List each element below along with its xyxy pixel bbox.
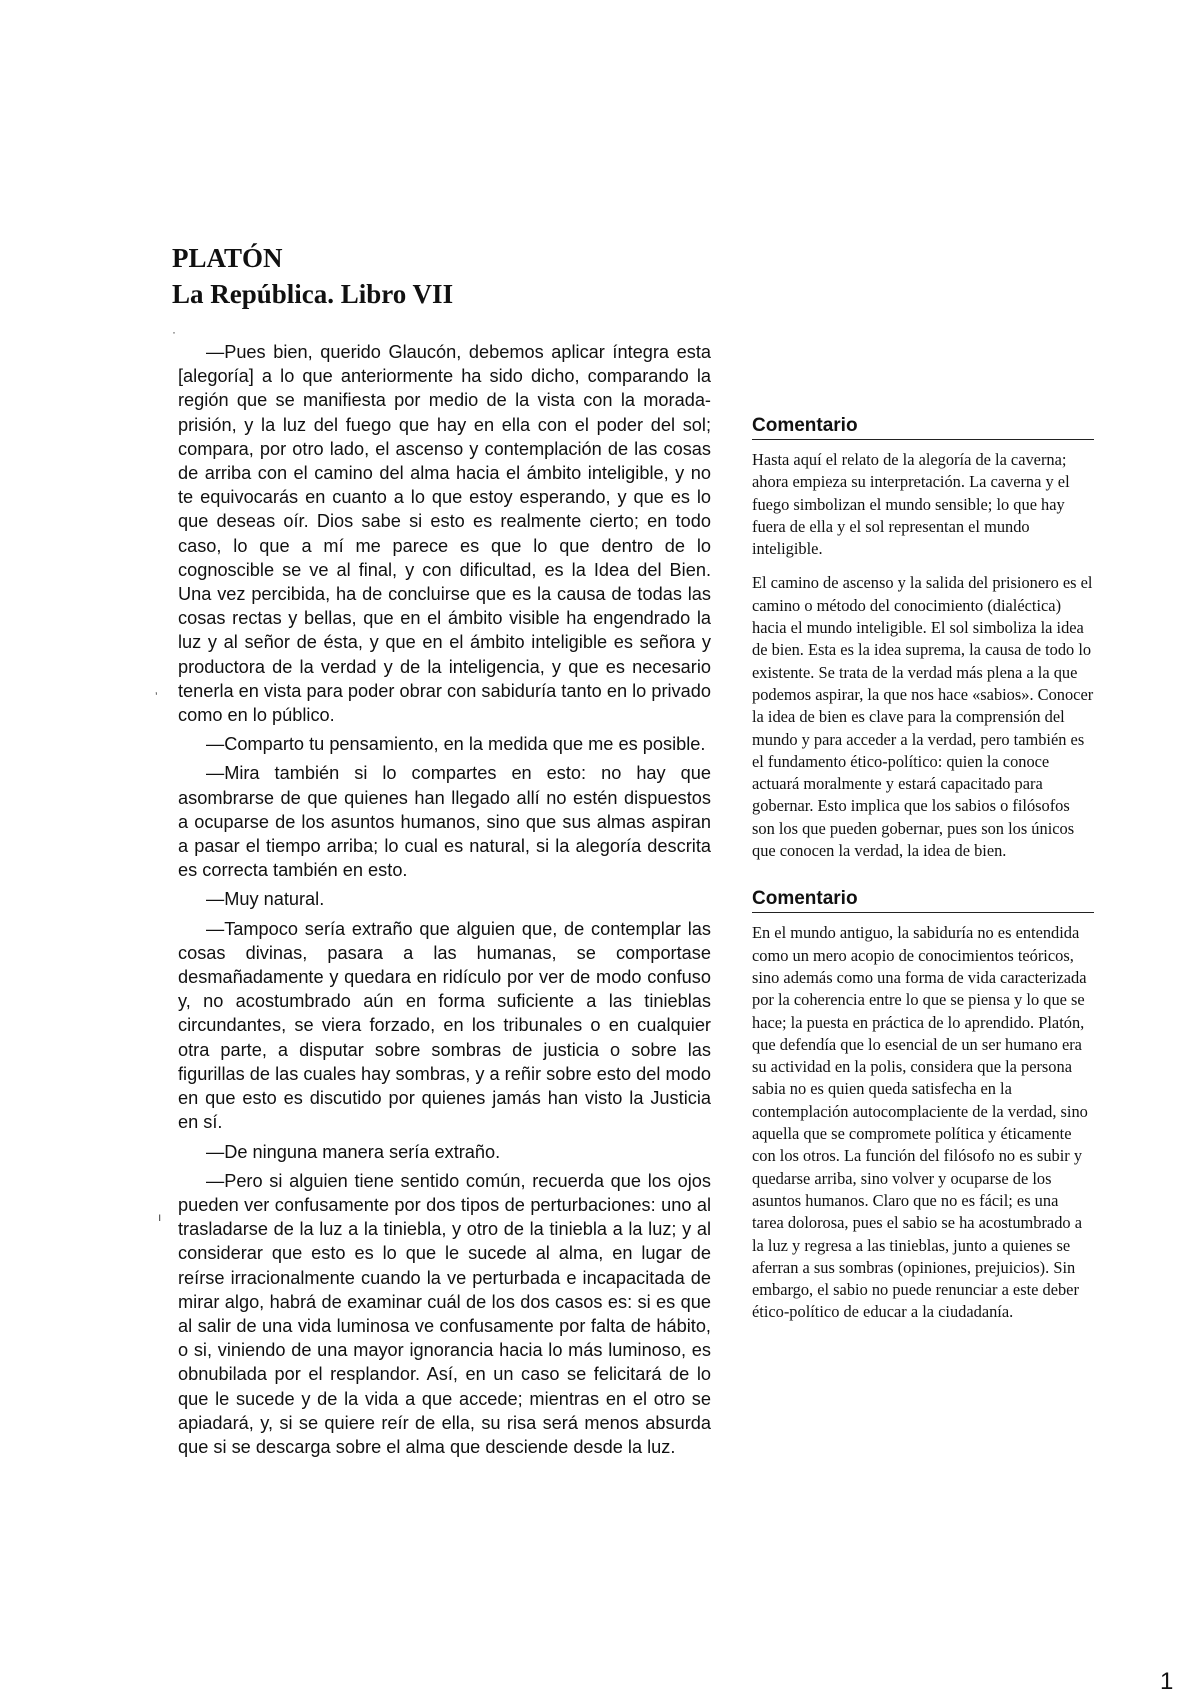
dialogue-paragraph: —Mira también si lo compartes en esto: no hay que asombrarse de que quienes han llegado allí no estén dispuestos a ocuparse de los asuntos humanos, sino que sus almas aspiran a pasar el tiempo arriba; lo cual es natural, si la alegoría descrita es correcta también en esto. <box>178 763 711 881</box>
dialogue-paragraph: —Muy natural. <box>206 889 325 910</box>
scan-speck: · <box>172 325 176 339</box>
comment-body <box>752 922 1094 1323</box>
main-text-column <box>178 340 711 1464</box>
comment-block <box>752 414 1094 862</box>
page-number: 1 <box>1160 1668 1174 1695</box>
work-title: La República. Libro VII <box>172 279 454 309</box>
dialogue-paragraph: —Tampoco sería extraño que alguien que, de contemplar las cosas divinas, pasara a las humanas, se comportase desmañadamente y quedara en ridículo por ver de modo confuso y, no acostumbrado aún en forma suficiente a las tinieblas circundantes, se viera forzado, en los tribunales o en cualquier otra parte, a disputar sobre sombras de justicia o sobre las figurillas de las cuales hay sombras, y a reñir sobre esto del modo en que esto es discutido por quienes jamás han visto la Justicia en sí. <box>178 918 711 1133</box>
comment-body <box>752 449 1094 862</box>
comment-heading: Comentario <box>752 887 1094 913</box>
dialogue-paragraph: —Pero si alguien tiene sentido común, recuerda que los ojos pueden ver confusamente por dos tipos de perturbaciones: uno al trasladarse de la luz a la tiniebla, y otro de la tiniebla a la luz; y al considerar que esto es lo que le sucede al alma, en lugar de reírse irracionalmente cuando la ve perturbada e incapacitada de mirar algo, habrá de examinar cuál de los dos casos es: si es que al salir de una vida luminosa ve confusamente por falta de hábito, o si, viniendo de una mayor ignorancia hacia lo más luminoso, es obnubilada por el resplandor. Así, en un caso se felicitará de lo que le sucede y de la vida a que accede; mientras en el otro se apiadará, y, si se quiere reír de ella, su risa será menos absurda que si se descarga sobre el alma que desciende desde la luz. <box>178 1170 711 1457</box>
comment-block <box>752 887 1094 1323</box>
scan-speck: ʼ <box>155 690 158 704</box>
dialogue-paragraph: —Comparto tu pensamiento, en la medida que me es posible. <box>206 734 706 755</box>
comment-paragraph: Hasta aquí el relato de la alegoría de la caverna; ahora empieza su interpretación. La caverna y el fuego simbolizan el mundo sensible; lo que hay fuera de ella y el sol representan el mundo inteligible. <box>752 450 1070 559</box>
scan-speck: ı <box>158 1210 162 1224</box>
sidebar-comments <box>752 414 1094 1336</box>
comment-heading: Comentario <box>752 414 1094 440</box>
author-title: PLATÓN <box>172 243 283 273</box>
dialogue-paragraph: —De ninguna manera sería extraño. <box>206 1141 501 1162</box>
comment-paragraph: El camino de ascenso y la salida del prisionero es el camino o método del conocimiento (dialéctica) hacia el mundo inteligible. El sol simboliza la idea de bien. Esta es la idea suprema, la causa de todo lo existente. Se trata de la verdad más plena a la que podemos aspirar, la que nos hace «sabios». Conocer la idea de bien es clave para la comprensión del mundo y para acceder a la verdad, pero también es el fundamento ético-político: quien la conoce actuará moralmente y estará capacitado para gobernar. Esto implica que los sabios o filósofos son los que pueden gobernar, pues son los únicos que conocen la verdad, la idea de bien. <box>752 573 1094 861</box>
comment-paragraph: En el mundo antiguo, la sabiduría no es entendida como un mero acopio de conocimientos teóricos, sino además como una forma de vida caracterizada por la coherencia entre lo que se piensa y lo que se hace; la puesta en práctica de lo aprendido. Platón, que defendía que lo esencial de un ser humano era su actividad en la polis, considera que la persona sabia no es quien queda satisfecha en la contemplación autocomplaciente de la verdad, sino aquella que se compromete política y éticamente con los otros. La función del filósofo no es subir y quedarse arriba, sino volver y ocuparse de los asuntos humanos. Claro que no es fácil; es una tarea dolorosa, pues el sabio se ha acostumbrado a la luz y regresa a las tinieblas, junto a quienes se aferran a sus sombras (opiniones, prejuicios). Sin embargo, el sabio no puede renunciar a este deber ético-político de educar a la ciudadanía. <box>752 923 1088 1322</box>
dialogue-paragraph: —Pues bien, querido Glaucón, debemos aplicar íntegra esta [alegoría] a lo que anteriormente ha sido dicho, comparando la región que se manifiesta por medio de la vista con la morada-prisión, y la luz del fuego que hay en ella con el poder del sol; compara, por otro lado, el ascenso y contemplación de las cosas de arriba con el camino del alma hacia el ámbito inteligible, y no te equivocarás en cuanto a lo que estoy esperando, y que es lo que deseas oír. Dios sabe si esto es realmente cierto; en todo caso, lo que a mí me parece es que lo que dentro de lo cognoscible se ve al final, y con dificultad, es la Idea del Bien. Una vez percibida, ha de concluirse que es la causa de todas las cosas rectas y bellas, que en el ámbito visible ha engendrado la luz y al señor de ésta, y que en el ámbito inteligible es señora y productora de la verdad y de la inteligencia, y que es necesario tenerla en vista para poder obrar con sabiduría tanto en lo privado como en lo público. <box>178 342 711 726</box>
page-header <box>172 240 453 312</box>
